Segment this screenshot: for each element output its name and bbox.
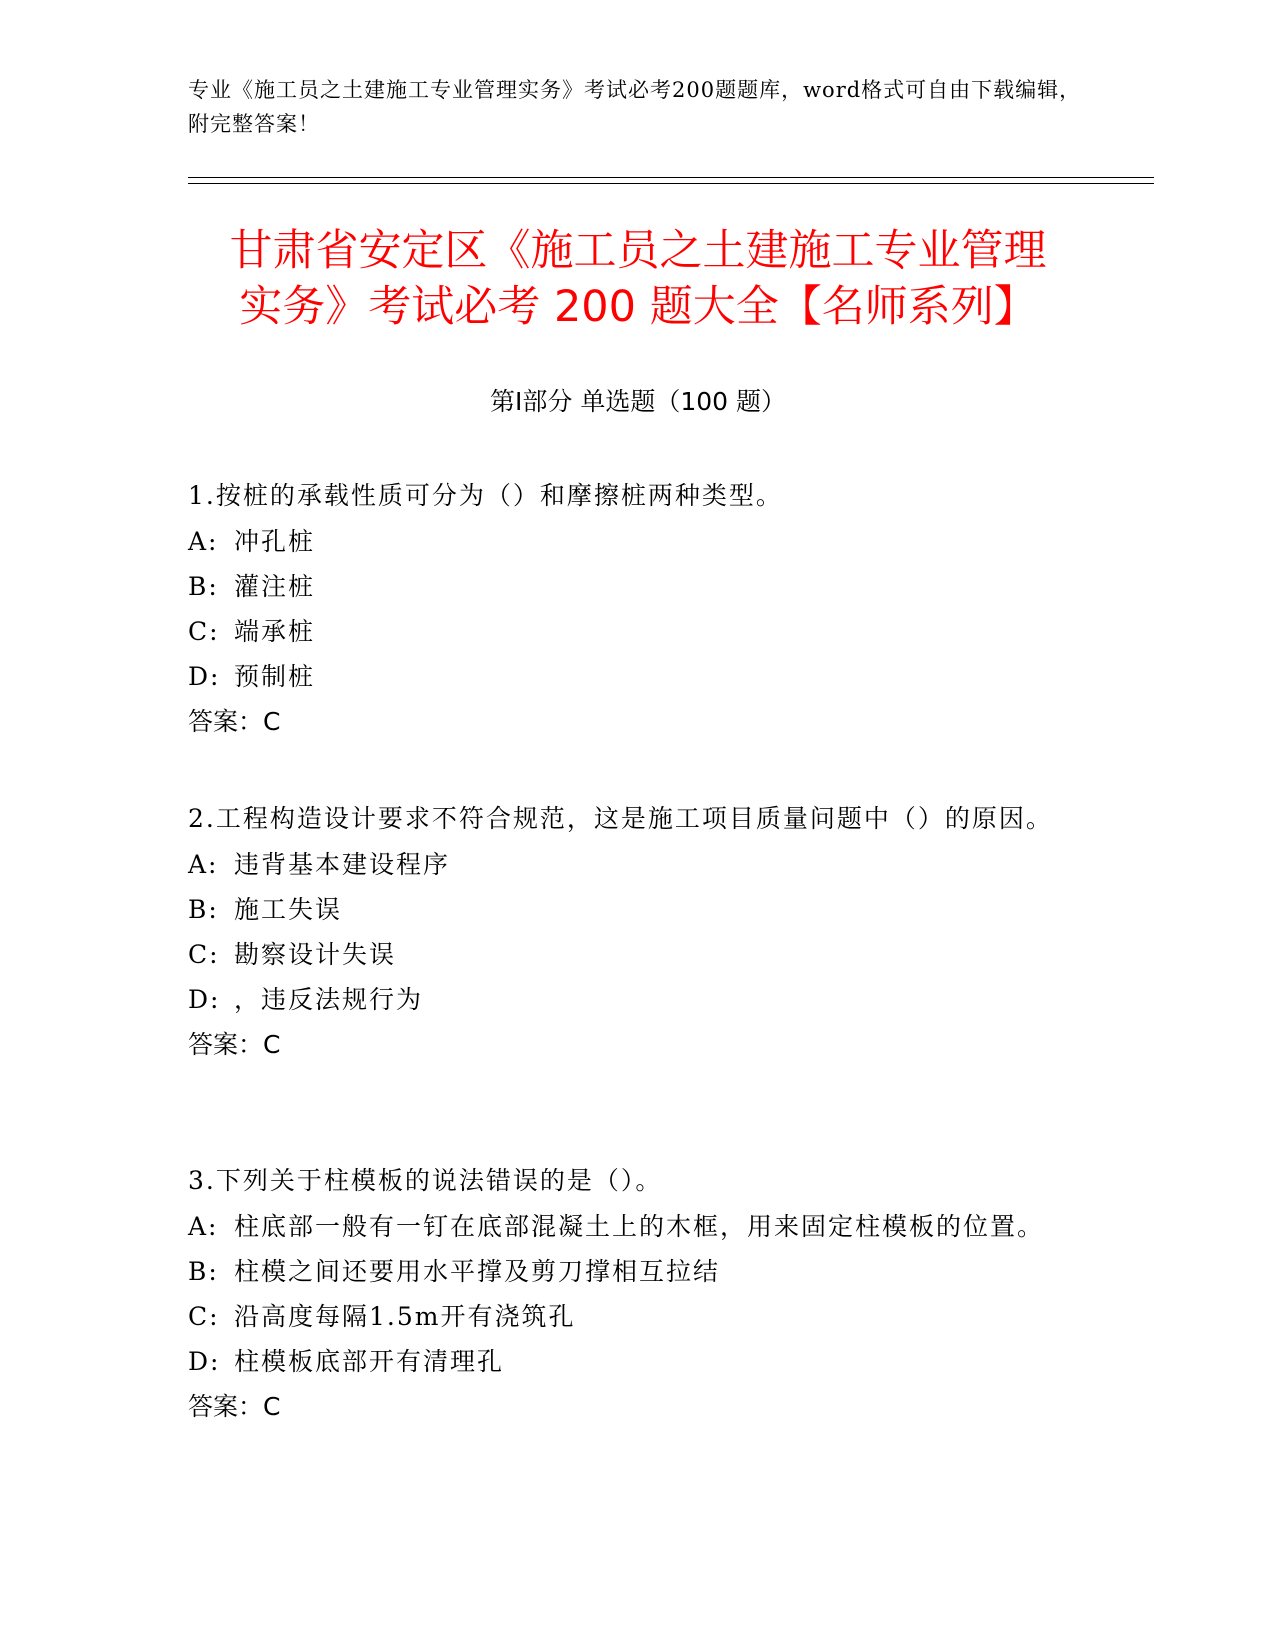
- header-divider-top: [188, 177, 1154, 178]
- header-divider-bottom: [188, 183, 1154, 184]
- option-d: [188, 1339, 1068, 1384]
- option-d: [188, 977, 1068, 1022]
- option-key: B:: [188, 572, 219, 601]
- option-text: 冲孔桩: [234, 527, 316, 556]
- option-c: [188, 932, 1068, 977]
- option-text: 灌注桩: [234, 572, 316, 601]
- option-text: 柱模之间还要用水平撑及剪刀撑相互拉结: [234, 1257, 721, 1286]
- option-key: A:: [188, 1212, 219, 1241]
- option-key: C:: [188, 940, 220, 969]
- option-key: A:: [188, 850, 219, 879]
- option-text: 端承桩: [234, 617, 316, 646]
- question-1: [188, 472, 1068, 744]
- option-a: [188, 1204, 1068, 1249]
- answer: 答案：C: [188, 707, 281, 736]
- option-text: 沿高度每隔1.5m开有浇筑孔: [234, 1302, 576, 1331]
- option-b: [188, 564, 1068, 609]
- option-text: ，违反法规行为: [234, 985, 424, 1014]
- option-b: [188, 887, 1068, 932]
- header-note: 专业《施工员之土建施工专业管理实务》考试必考200题题库，word格式可自由下载编辑，附完整答案！: [188, 78, 1082, 136]
- option-key: A:: [188, 527, 219, 556]
- option-text: 预制桩: [234, 662, 316, 691]
- document-title: [188, 223, 1088, 335]
- option-key: D:: [188, 985, 221, 1014]
- question-3: [188, 1157, 1068, 1429]
- option-key: D:: [188, 1347, 221, 1376]
- option-key: B:: [188, 895, 219, 924]
- option-key: D:: [188, 662, 221, 691]
- option-c: [188, 1294, 1068, 1339]
- option-text: 柱模板底部开有清理孔: [234, 1347, 505, 1376]
- option-key: B:: [188, 1257, 219, 1286]
- option-c: [188, 609, 1068, 654]
- option-a: [188, 519, 1068, 564]
- option-d: [188, 654, 1068, 699]
- document-title-line-1: 甘肃省安定区《施工员之土建施工专业管理: [229, 226, 1047, 276]
- option-a: [188, 842, 1068, 887]
- question-stem: 2.工程构造设计要求不符合规范，这是施工项目质量问题中（）的原因。: [188, 804, 1053, 833]
- document-title-line-2: 实务》考试必考 200 题大全【名师系列】: [239, 282, 1037, 332]
- option-key: C:: [188, 617, 220, 646]
- answer: 答案：C: [188, 1392, 281, 1421]
- option-text: 施工失误: [234, 895, 343, 924]
- question-2: [188, 795, 1068, 1067]
- section-heading: 第Ⅰ部分 单选题（100 题）: [490, 387, 786, 416]
- option-text: 勘察设计失误: [234, 940, 397, 969]
- answer: 答案：C: [188, 1030, 281, 1059]
- option-text: 违背基本建设程序: [234, 850, 451, 879]
- question-stem: 3.下列关于柱模板的说法错误的是（）。: [188, 1166, 663, 1195]
- option-key: C:: [188, 1302, 220, 1331]
- option-text: 柱底部一般有一钉在底部混凝土上的木框，用来固定柱模板的位置。: [234, 1212, 1045, 1241]
- option-b: [188, 1249, 1068, 1294]
- question-stem: 1.按桩的承载性质可分为（）和摩擦桩两种类型。: [188, 481, 783, 510]
